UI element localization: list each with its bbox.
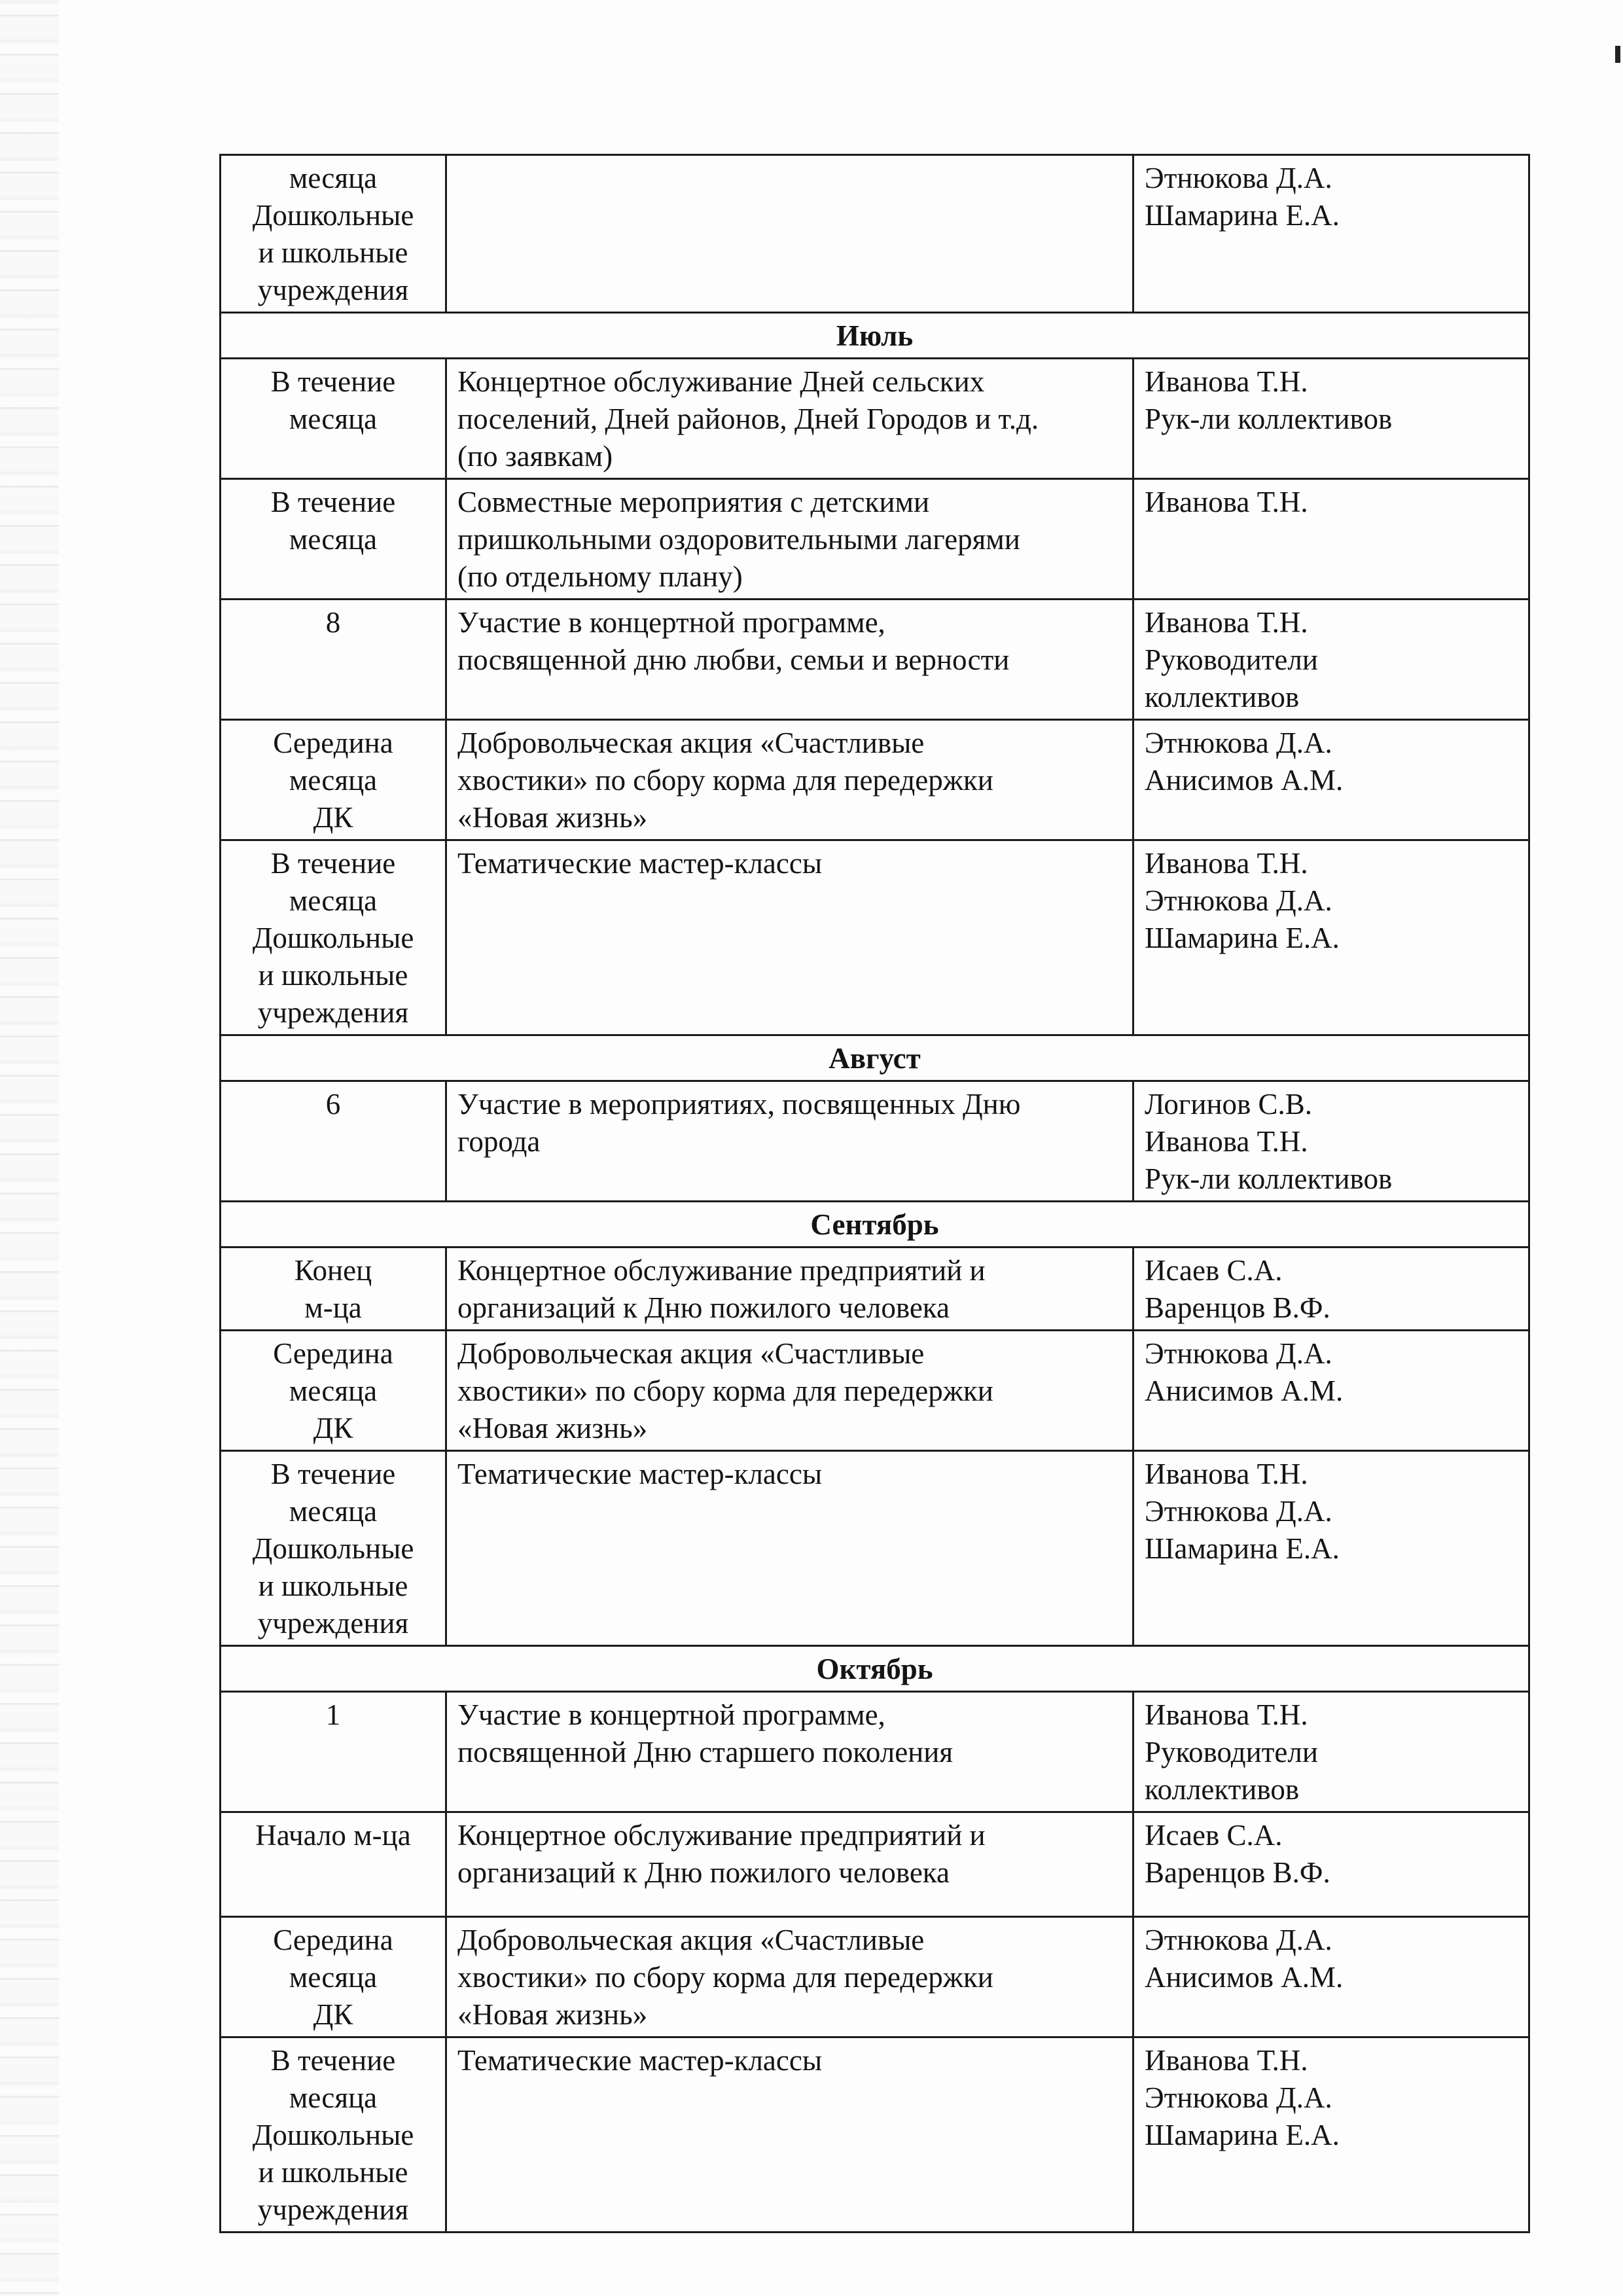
responsible-line: Иванова Т.Н. (1145, 1698, 1308, 1731)
responsible-line: Иванова Т.Н. (1145, 2044, 1308, 2077)
table-row (221, 1081, 1529, 1202)
event-cell (446, 1247, 1133, 1331)
responsible-line: Иванова Т.Н. (1145, 1458, 1308, 1490)
date-line: месяца (289, 1961, 378, 1994)
event-line: Концертное обслуживание Дней сельских (457, 365, 985, 398)
event-line: Тематические мастер-классы (457, 1458, 823, 1490)
date-line: 1 (325, 1698, 341, 1731)
responsible-line: Этнюкова Д.А. (1145, 2081, 1332, 2114)
date-cell (221, 1917, 446, 2037)
responsible-line: Варенцов В.Ф. (1145, 1856, 1330, 1889)
event-cell (446, 1331, 1133, 1451)
date-line: учреждения (257, 2193, 409, 2226)
date-line: месяца (289, 403, 378, 435)
responsible-line: Этнюкова Д.А. (1145, 726, 1332, 759)
date-cell (221, 2037, 446, 2233)
date-line: В течение (270, 2044, 396, 2077)
date-cell (221, 1081, 446, 1202)
date-line: и школьные (258, 1570, 408, 1602)
event-line: Участие в концертной программе, (457, 1698, 885, 1731)
month-title: Октябрь (221, 1646, 1529, 1692)
event-cell (446, 359, 1133, 479)
month-header-row (221, 1646, 1529, 1692)
responsible-cell (1133, 1917, 1529, 2037)
responsible-line: Исаев С.А. (1145, 1819, 1283, 1852)
table-row (221, 1917, 1529, 2037)
responsible-line: Этнюкова Д.А. (1145, 162, 1332, 194)
table-row (221, 600, 1529, 720)
table-row (221, 1692, 1529, 1812)
event-cell (446, 600, 1133, 720)
event-cell (446, 1812, 1133, 1917)
responsible-line: Рук-ли коллективов (1145, 1162, 1393, 1195)
date-line: месяца (289, 162, 378, 194)
table-row (221, 720, 1529, 840)
table-row (221, 1812, 1529, 1917)
date-line: Конец (294, 1254, 372, 1287)
date-line: В течение (270, 365, 396, 398)
date-cell (221, 155, 446, 313)
event-cell (446, 155, 1133, 313)
responsible-line: Этнюкова Д.А. (1145, 1337, 1332, 1370)
responsible-cell (1133, 155, 1529, 313)
date-line: Дошкольные (252, 922, 414, 954)
event-line: Участие в мероприятиях, посвященных Дню (457, 1088, 1021, 1121)
event-line: Тематические мастер-классы (457, 847, 823, 880)
responsible-line: Шамарина Е.А. (1145, 2119, 1340, 2151)
event-line: организаций к Дню пожилого человека (457, 1856, 950, 1889)
table-row (221, 479, 1529, 600)
responsible-line: Шамарина Е.А. (1145, 1532, 1340, 1565)
date-cell (221, 479, 446, 600)
table-row (221, 1331, 1529, 1451)
responsible-line: Этнюкова Д.А. (1145, 1495, 1332, 1528)
event-line: «Новая жизнь» (457, 1412, 648, 1444)
date-cell (221, 720, 446, 840)
responsible-line: Логинов С.В. (1145, 1088, 1313, 1121)
responsible-line: Анисимов А.М. (1145, 764, 1344, 797)
date-line: В течение (270, 486, 396, 518)
event-line: хвостики» по сбору корма для передержки (457, 1374, 993, 1407)
date-line: ДК (313, 1412, 353, 1444)
date-line: ДК (313, 801, 353, 834)
event-cell (446, 720, 1133, 840)
date-cell (221, 1692, 446, 1812)
month-header-row (221, 313, 1529, 359)
responsible-line: Исаев С.А. (1145, 1254, 1283, 1287)
date-line: Дошкольные (252, 199, 414, 232)
date-line: учреждения (257, 1607, 409, 1640)
responsible-line: Иванова Т.Н. (1145, 606, 1308, 639)
responsible-line: Рук-ли коллективов (1145, 403, 1393, 435)
scan-corner-mark (1615, 46, 1620, 63)
date-line: месяца (289, 523, 378, 556)
responsible-cell (1133, 1692, 1529, 1812)
responsible-cell (1133, 479, 1529, 600)
date-line: Дошкольные (252, 2119, 414, 2151)
date-line: В течение (270, 1458, 396, 1490)
responsible-line: Этнюкова Д.А. (1145, 1924, 1332, 1956)
event-line: организаций к Дню пожилого человека (457, 1291, 950, 1324)
event-plan-table (219, 154, 1530, 2233)
responsible-line: Иванова Т.Н. (1145, 365, 1308, 398)
responsible-line: Шамарина Е.А. (1145, 922, 1340, 954)
responsible-line: Иванова Т.Н. (1145, 486, 1308, 518)
table-row (221, 1247, 1529, 1331)
event-cell (446, 1081, 1133, 1202)
responsible-line: Анисимов А.М. (1145, 1961, 1344, 1994)
month-header-row (221, 1202, 1529, 1247)
event-line: (по отдельному плану) (457, 560, 743, 593)
responsible-cell (1133, 840, 1529, 1035)
responsible-line: Этнюкова Д.А. (1145, 884, 1332, 917)
date-line: м-ца (304, 1291, 362, 1324)
responsible-cell (1133, 1247, 1529, 1331)
date-line: и школьные (258, 236, 408, 269)
date-cell (221, 1451, 446, 1646)
event-line: (по заявкам) (457, 440, 613, 473)
event-line: Участие в концертной программе, (457, 606, 885, 639)
date-line: месяца (289, 1495, 378, 1528)
date-line: и школьные (258, 2156, 408, 2189)
date-line: ДК (313, 1998, 353, 2031)
event-line: хвостики» по сбору корма для передержки (457, 1961, 993, 1994)
event-cell (446, 2037, 1133, 2233)
responsible-line: коллективов (1145, 681, 1300, 713)
date-line: учреждения (257, 274, 409, 306)
event-line: посвященной дню любви, семьи и верности (457, 643, 1010, 676)
date-line: Начало м-ца (255, 1819, 411, 1852)
event-line: «Новая жизнь» (457, 801, 648, 834)
table-row (221, 155, 1529, 313)
table-row (221, 1451, 1529, 1646)
date-cell (221, 1247, 446, 1331)
responsible-cell (1133, 359, 1529, 479)
date-line: Середина (273, 726, 393, 759)
date-cell (221, 359, 446, 479)
event-cell (446, 1451, 1133, 1646)
date-line: и школьные (258, 959, 408, 992)
month-title: Июль (221, 313, 1529, 359)
event-line: Концертное обслуживание предприятий и (457, 1254, 986, 1287)
month-title: Август (221, 1035, 1529, 1081)
event-line: города (457, 1125, 541, 1158)
date-line: В течение (270, 847, 396, 880)
event-line: «Новая жизнь» (457, 1998, 648, 2031)
responsible-line: коллективов (1145, 1773, 1300, 1806)
responsible-line: Руководители (1145, 1736, 1318, 1768)
date-cell (221, 1812, 446, 1917)
event-line: хвостики» по сбору корма для передержки (457, 764, 993, 797)
date-line: 8 (325, 606, 341, 639)
responsible-line: Шамарина Е.А. (1145, 199, 1340, 232)
event-line: Добровольческая акция «Счастливые (457, 1924, 925, 1956)
responsible-cell (1133, 600, 1529, 720)
scan-edge-shading (0, 0, 59, 2296)
event-line: поселений, Дней районов, Дней Городов и т.д. (457, 403, 1039, 435)
date-cell (221, 600, 446, 720)
date-line: Середина (273, 1924, 393, 1956)
date-line: месяца (289, 884, 378, 917)
date-line: Дошкольные (252, 1532, 414, 1565)
event-plan-body (221, 155, 1529, 2233)
date-cell (221, 1331, 446, 1451)
date-line: месяца (289, 1374, 378, 1407)
event-cell (446, 1692, 1133, 1812)
date-line: 6 (325, 1088, 341, 1121)
event-line: Добровольческая акция «Счастливые (457, 1337, 925, 1370)
table-row (221, 359, 1529, 479)
event-line: Концертное обслуживание предприятий и (457, 1819, 986, 1852)
responsible-cell (1133, 1331, 1529, 1451)
event-line: посвященной Дню старшего поколения (457, 1736, 954, 1768)
date-line: месяца (289, 2081, 378, 2114)
responsible-cell (1133, 1081, 1529, 1202)
event-line: Тематические мастер-классы (457, 2044, 823, 2077)
responsible-line: Руководители (1145, 643, 1318, 676)
date-cell (221, 840, 446, 1035)
responsible-cell (1133, 2037, 1529, 2233)
event-line: Совместные мероприятия с детскими (457, 486, 930, 518)
table-row (221, 2037, 1529, 2233)
responsible-cell (1133, 720, 1529, 840)
month-header-row (221, 1035, 1529, 1081)
event-cell (446, 840, 1133, 1035)
event-cell (446, 479, 1133, 600)
date-line: учреждения (257, 996, 409, 1029)
month-title: Сентябрь (221, 1202, 1529, 1247)
event-cell (446, 1917, 1133, 2037)
responsible-cell (1133, 1812, 1529, 1917)
responsible-line: Иванова Т.Н. (1145, 847, 1308, 880)
event-line: Добровольческая акция «Счастливые (457, 726, 925, 759)
date-line: месяца (289, 764, 378, 797)
responsible-line: Иванова Т.Н. (1145, 1125, 1308, 1158)
table-row (221, 840, 1529, 1035)
responsible-cell (1133, 1451, 1529, 1646)
event-line: пришкольными оздоровительными лагерями (457, 523, 1020, 556)
responsible-line: Варенцов В.Ф. (1145, 1291, 1330, 1324)
date-line: Середина (273, 1337, 393, 1370)
responsible-line: Анисимов А.М. (1145, 1374, 1344, 1407)
